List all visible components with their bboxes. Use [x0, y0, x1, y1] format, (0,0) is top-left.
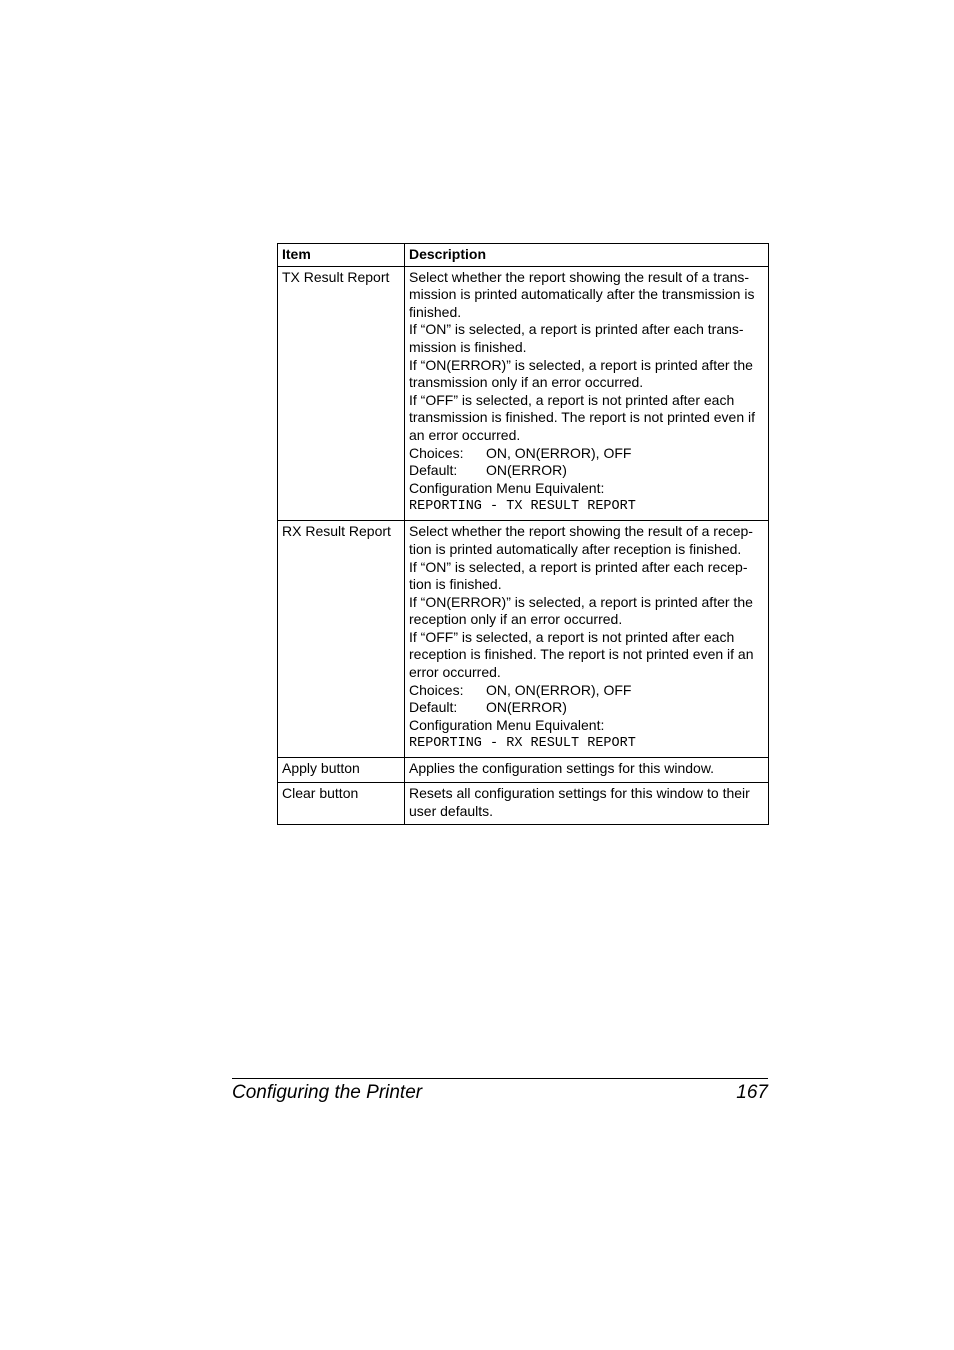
description-line: If “OFF” is selected, a report is not printed after each: [409, 628, 735, 645]
description-line: tion is printed automatically after reception is finished.: [409, 540, 742, 557]
description-cell: [405, 783, 769, 825]
menu-equivalent-value: REPORTING - TX RESULT REPORT: [409, 499, 636, 515]
description-line: Select whether the report showing the result of a recep-: [409, 523, 753, 540]
description-line: If “ON(ERROR)” is selected, a report is printed after the: [409, 356, 753, 373]
footer-chapter-title: Configuring the Printer: [232, 1082, 423, 1103]
column-header-item: Item: [278, 244, 405, 267]
description-line: If “ON” is selected, a report is printed after each recep-: [409, 558, 748, 575]
table-row-rx-result-report: [278, 521, 769, 758]
description-line: Applies the configuration settings for this window.: [409, 760, 715, 777]
choices-value: ON, ON(ERROR), OFF: [486, 681, 632, 698]
menu-equivalent-value: REPORTING - RX RESULT REPORT: [409, 736, 636, 752]
choices-entry: [409, 682, 765, 700]
table-row-apply-button: [278, 758, 769, 783]
description-line: an error occurred.: [409, 426, 521, 443]
description-cell: [405, 758, 769, 783]
description-line: If “ON(ERROR)” is selected, a report is printed after the: [409, 593, 753, 610]
default-entry: [409, 462, 765, 480]
footer-page-number: 167: [736, 1082, 768, 1103]
default-value: ON(ERROR): [486, 699, 567, 716]
settings-table: [277, 243, 769, 825]
description-line: reception only if an error occurred.: [409, 611, 623, 628]
item-cell: Clear button: [278, 783, 405, 825]
menu-equivalent-label: Configuration Menu Equivalent:: [409, 716, 605, 733]
item-cell: RX Result Report: [278, 521, 405, 758]
description-line: mission is printed automatically after the transmission is: [409, 286, 755, 303]
column-header-description: Description: [405, 244, 769, 267]
description-line: mission is finished.: [409, 338, 527, 355]
description-line: If “OFF” is selected, a report is not printed after each: [409, 391, 735, 408]
default-label: Default:: [409, 699, 458, 716]
choices-entry: [409, 445, 765, 463]
choices-label: Choices:: [409, 681, 464, 698]
choices-value: ON, ON(ERROR), OFF: [486, 444, 632, 461]
item-cell: TX Result Report: [278, 266, 405, 521]
table-row-clear-button: [278, 783, 769, 825]
description-cell: [405, 521, 769, 758]
item-cell: Apply button: [278, 758, 405, 783]
description-line: finished.: [409, 303, 462, 320]
description-line: user defaults.: [409, 802, 494, 819]
description-line: Select whether the report showing the result of a trans-: [409, 268, 750, 285]
description-line: transmission only if an error occurred.: [409, 374, 644, 391]
choices-label: Choices:: [409, 444, 464, 461]
description-line: If “ON” is selected, a report is printed after each trans-: [409, 321, 744, 338]
description-line: Resets all configuration settings for this window to their: [409, 785, 750, 802]
table-row-tx-result-report: [278, 266, 769, 521]
description-cell: [405, 266, 769, 521]
description-line: reception is finished. The report is not printed even if an: [409, 646, 754, 663]
default-label: Default:: [409, 462, 458, 479]
footer-divider: [232, 1078, 768, 1079]
default-entry: [409, 699, 765, 717]
default-value: ON(ERROR): [486, 462, 567, 479]
table-header-row: [278, 244, 769, 267]
menu-equivalent-label: Configuration Menu Equivalent:: [409, 479, 605, 496]
description-line: error occurred.: [409, 664, 501, 681]
description-line: transmission is finished. The report is not printed even if: [409, 409, 756, 426]
description-line: tion is finished.: [409, 576, 502, 593]
